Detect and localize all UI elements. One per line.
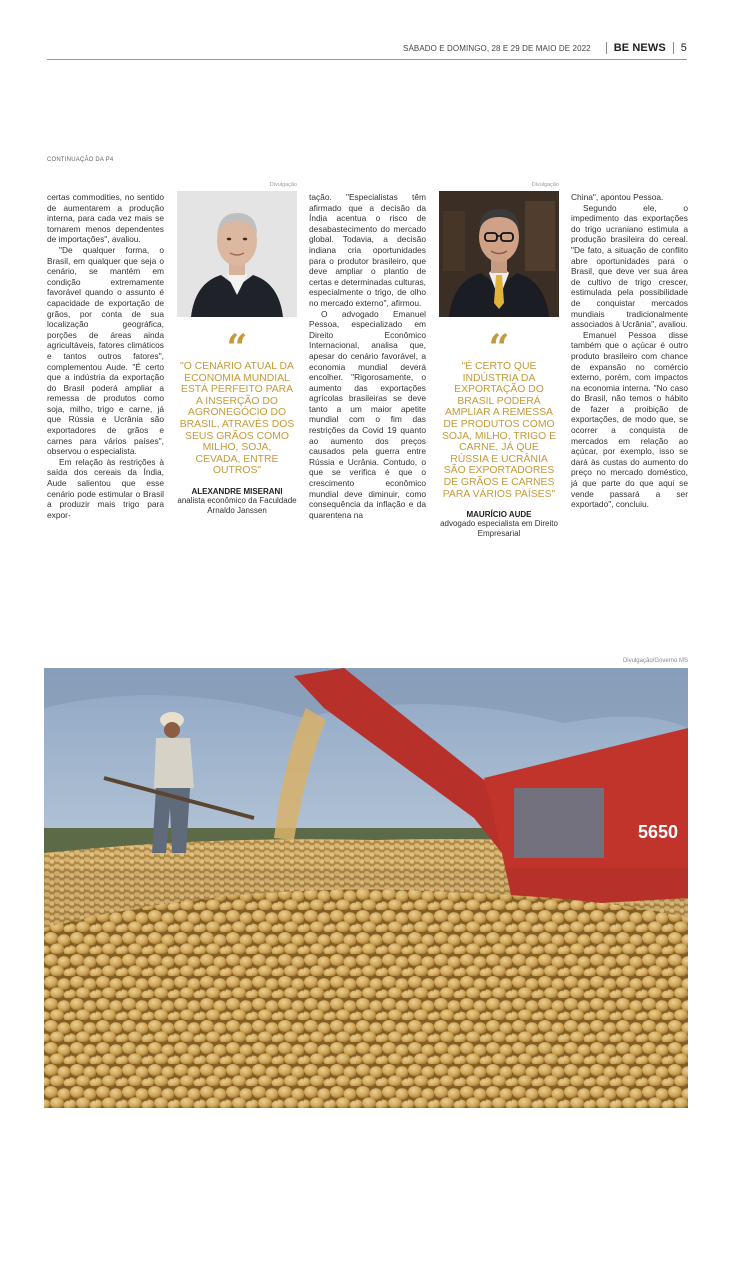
- profile-card-miserani: [177, 182, 297, 516]
- paragraph: Segundo ele, o impedimento das exportações do trigo ucraniano estimula a produção brasileira do cereal. "De fato, a situação de conflito abre oportunidades para o Brasil, que deve ver sua área de cultivo de trigo crescer, estimulada pela possibilidade de conquistar mercados mundiais tradicionalmente associados à Ucrânia", avaliou.: [571, 202, 688, 330]
- header-divider: [606, 42, 607, 54]
- article-column-2: [309, 192, 426, 520]
- pull-quote: "É CERTO QUE INDÚSTRIA DA EXPORTAÇÃO DO BRASIL PODERÁ AMPLIAR A REMESSA DE PRODUTOS COMO SOJA, MILHO, TRIGO E CARNE, JÁ QUE RÚSSIA E UCRÂNIA SÃO EXPORTADORES DE GRÃOS E CARNES PARA VÁRIOS PAÍSES": [441, 361, 557, 500]
- machine-number: 5650: [638, 822, 679, 842]
- person-role: advogado especialista em Direito Empresarial: [440, 519, 558, 539]
- paragraph: Em relação às restrições à saída dos cereais da Índia, Aude salientou que esse cenário pode estimular o Brasil a produzir mais trigo para expor-: [47, 456, 164, 520]
- photo-credit: Divulgação: [269, 182, 297, 188]
- paragraph: certas commodities, no sentido de aumentarem a produção interna, para cada vez mais se tornarem menos dependentes de importações", avaliou.: [47, 192, 164, 245]
- pull-quote: "O CENÁRIO ATUAL DA ECONOMIA MUNDIAL ESTÁ PERFEITO PARA A INSERÇÃO DO AGRONEGÓCIO DO BRASIL, ATRAVÉS DOS SEUS GRÃOS COMO MILHO, SOJA, CEVADA, ENTRE OUTROS": [179, 361, 295, 477]
- publication-brand: BE NEWS: [613, 42, 666, 54]
- profile-card-aude: [439, 182, 559, 539]
- paragraph: China", apontou Pessoa.: [571, 192, 664, 202]
- paragraph: O advogado Emanuel Pessoa, especializado em Direito Econômico Internacional, analisa que, apesar do cenário favorável, a economia mundial deverá encolher. "Rigorosamente, o aumento das exportações agrícolas brasileiras se deve tanto a um maior apetite mundial com o fim das restrições da Covid 19 quanto ao aumento dos preços causados pela guerra entre Rússia e Ucrânia. Contudo, o que se verifica é que o crescimento econômico mundial deve diminuir, como consequência da inflação e da quarentena na: [309, 308, 426, 520]
- header-rule: [47, 59, 687, 60]
- person-name: ALEXANDRE MISERANI: [191, 486, 283, 496]
- soybean-harvest-photo: [44, 668, 688, 1108]
- article-column-1: [47, 192, 164, 520]
- photo-credit: Divulgação/Governo MS: [622, 658, 688, 664]
- article-column-3: [571, 192, 688, 510]
- quote-mark-icon: “: [226, 327, 248, 369]
- person-name: MAURÍCIO AUDE: [466, 510, 532, 520]
- portrait-photo: [177, 191, 297, 317]
- issue-date: SÁBADO E DOMINGO, 28 E 29 DE MAIO DE 2022: [403, 43, 591, 53]
- page-number: 5: [680, 42, 687, 54]
- quote-mark-icon: “: [488, 327, 510, 369]
- photo-credit: Divulgação: [531, 182, 559, 188]
- continued-label: CONTINUAÇÃO DA P4: [47, 157, 114, 163]
- paragraph: Emanuel Pessoa disse também que o açúcar é outro produto brasileiro com chance de expansão no comércio externo, porém, com impactos na economia interna. "No caso do Brasil, não temos o hábito de fazer a proibição de exportações, de modo que, se ocorrer a conquista de mercados em relação ao açúcar, por exemplo, isso se dará às custas do aumento do preço no mercado doméstico, já que parte do que aqui se vende passará a ser exportado", concluiu.: [571, 329, 688, 510]
- header-divider: [673, 42, 674, 54]
- person-role: analista econômico da Faculdade Arnaldo Janssen: [177, 495, 297, 515]
- paragraph: tação. "Especialistas têm afirmado que a decisão da Índia acentua o risco de desabastecimento do mercado global. Todavia, a decisão indiana cria oportunidades para o produtor brasileiro, que deve ampliar o plantio de certas e determinadas culturas, especialmente o trigo, de olho no mercado externo", afirmou.: [309, 192, 426, 308]
- page-header: [47, 38, 687, 58]
- portrait-photo: [439, 191, 559, 317]
- paragraph: "De qualquer forma, o Brasil, em qualquer que seja o cenário, se mantém em condição extremamente favorável quando o assunto é capacidade de exportação de grãos, por conta de sua localização geográfica, porções de áreas ainda agricultáveis, fatores climáticos e tantos outros fatores", complementou Aude. "É certo que a indústria da exportação do Brasil poderá ampliar a remessa de produtos como soja, milho, trigo e carne, já que Rússia e Ucrânia são exportadores de grãos e carnes para vários países", observou o especialista.: [47, 244, 164, 457]
